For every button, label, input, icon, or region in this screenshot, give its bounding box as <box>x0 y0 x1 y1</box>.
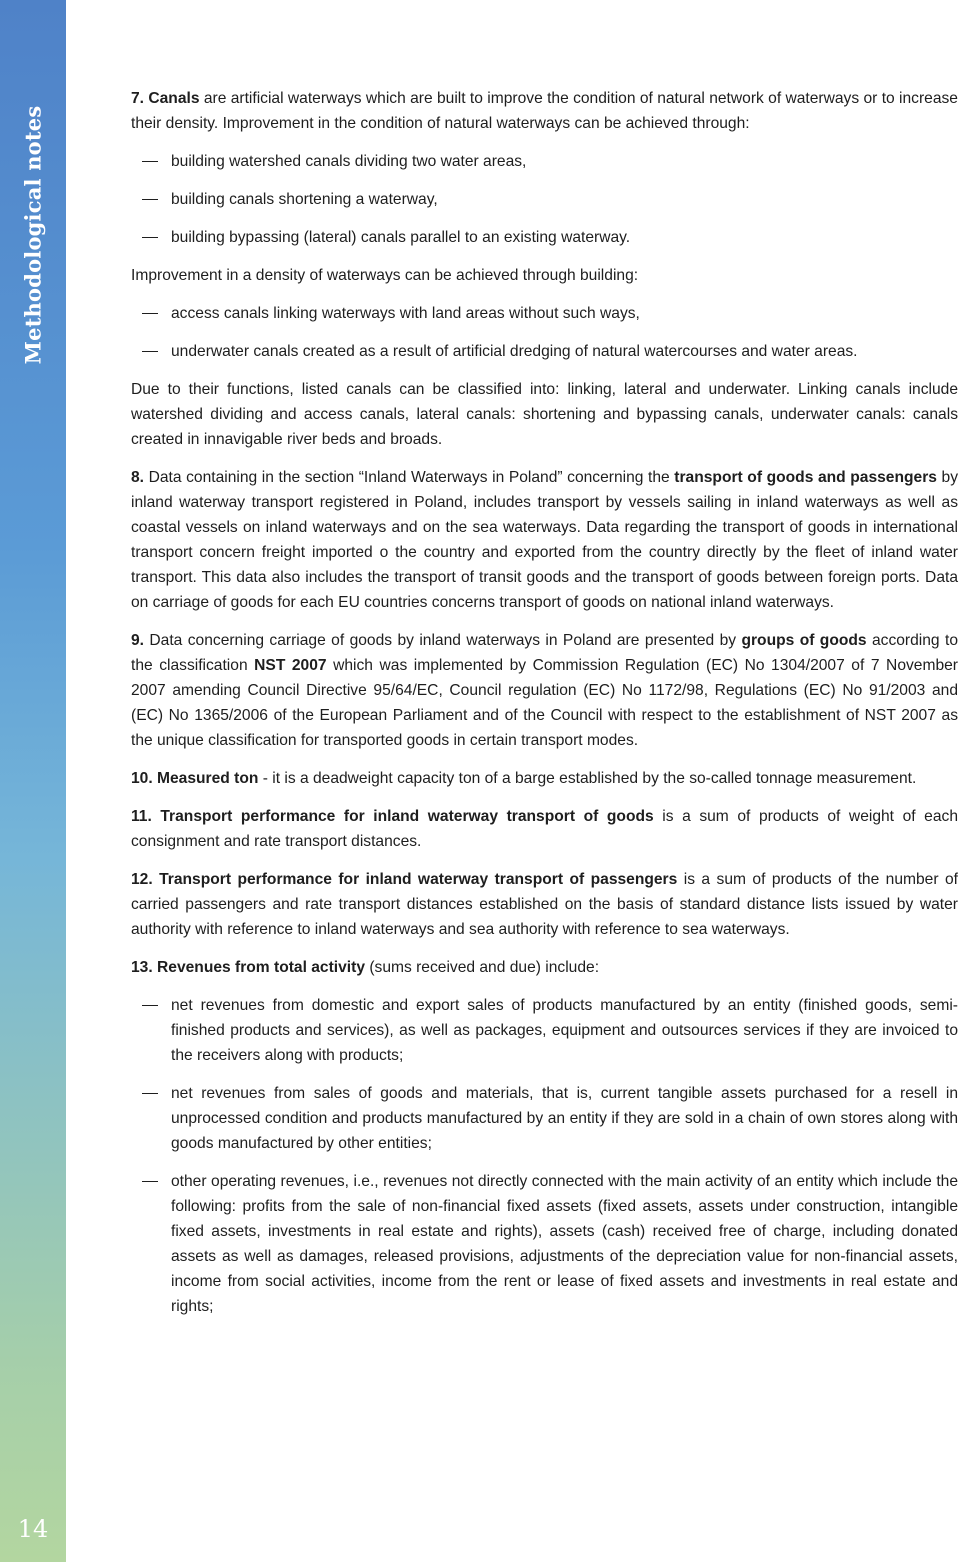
note-8: 8. Data containing in the section “Inland Waterways in Poland” concerning the transport of goods and passengers by inland waterway transport registered in Poland, includes transport by vessels sailing in inland waterways as well as coastal vessels on inland waterways and on the sea waterways. Data regarding the transport of goods in international transport concern freight imported o the country and exported from the country directly by the fleet of inland water transport. This data also includes the transport of transit goods and the transport of goods between foreign ports. Data on carriage of goods for each EU countries concerns transport of goods on national inland waterways. <box>131 469 958 611</box>
note-heading: 13. Revenues from total activity <box>131 959 365 976</box>
list-item: building canals shortening a waterway, <box>131 187 958 212</box>
note-heading: 10. Measured ton <box>131 770 259 787</box>
density-intro: Improvement in a density of waterways can be achieved through building: <box>131 267 639 284</box>
list-item: net revenues from domestic and export sales of products manufactured by an entity (finished goods, semi-finished products and services), as well as packages, equipment and outsources services if they are invoiced to the receivers along with products; <box>131 993 958 1068</box>
section-title: Methodological notes <box>20 105 46 365</box>
sidebar-band <box>0 0 66 1562</box>
note-heading: 11. Transport performance for inland waterway transport of goods <box>131 808 654 825</box>
note-13: 13. Revenues from total activity (sums received and due) include: <box>131 959 600 976</box>
note-10: 10. Measured ton - it is a deadweight capacity ton of a barge established by the so-called tonnage measurement. <box>131 770 917 787</box>
list-item: access canals linking waterways with land areas without such ways, <box>131 301 958 326</box>
canal-classification: Due to their functions, listed canals can be classified into: linking, lateral and underwater. Linking canals include watershed dividing and access canals, lateral canals: shortening and bypassing canals, underwater canals: canals created in innavigable river beds and broads. <box>131 381 958 448</box>
note-heading: 12. Transport performance for inland waterway transport of passengers <box>131 871 678 888</box>
list-item: building watershed canals dividing two water areas, <box>131 149 958 174</box>
note-7 <box>131 86 958 136</box>
document-body <box>131 86 958 1319</box>
list-item: underwater canals created as a result of artificial dredging of natural watercourses and water areas. <box>131 339 958 364</box>
note-9: 9. Data concerning carriage of goods by inland waterways in Poland are presented by groups of goods according to the classification NST 2007 which was implemented by Commission Regulation (EC) No 1304/2007 of 7 November 2007 amending Council Directive 95/64/EC, Council regulation (EC) No 1172/98, Regulations (EC) No 91/2003 and (EC) No 1365/2006 of the European Parliament and of the Council with respect to the establishment of NST 2007 as the unique classification for transported goods in certain transport modes. <box>131 632 959 749</box>
term-nst-2007: NST 2007 <box>254 657 327 674</box>
note-number: 9. <box>131 632 145 649</box>
note-number: 8. <box>131 469 145 486</box>
term-canals: Canals <box>148 90 200 107</box>
list-item: other operating revenues, i.e., revenues not directly connected with the main activity of an entity which include the following: profits from the sale of non-financial fixed assets (fixed assets, assets under construction, intangible fixed assets, investments in real estate and rights), assets (cash) received free of charge, including donated assets as well as damages, released provisions, adjustments of the depreciation value for non-financial assets, income from social activities, income from the rent or lease of fixed assets and investments in real estate and rights; <box>131 1169 958 1319</box>
list-item: net revenues from sales of goods and materials, that is, current tangible assets purchased for a resell in unprocessed condition and products manufactured by an entity if they are sold in a chain of own stores along with goods manufactured by other entities; <box>131 1081 958 1156</box>
canal-density-list <box>131 301 958 364</box>
note-11: 11. Transport performance for inland waterway transport of goods is a sum of products of weight of each consignment and rate transport distances. <box>131 808 958 850</box>
term-groups-of-goods: groups of goods <box>741 632 867 649</box>
note-text: are artificial waterways which are built to improve the condition of natural network of waterways or to increase their density. Improvement in the condition of natural waterways can be achieved through: <box>131 90 958 132</box>
page-number: 14 <box>17 1515 49 1543</box>
canal-improvement-list <box>131 149 958 250</box>
list-item: building bypassing (lateral) canals parallel to an existing waterway. <box>131 225 958 250</box>
revenues-list <box>131 993 958 1319</box>
note-12: 12. Transport performance for inland waterway transport of passengers is a sum of products of the number of carried passengers and rate transport distances established on the basis of standard distance lists issued by water authority with reference to inland waterways and sea authority with reference to sea waterways. <box>131 871 958 938</box>
term-transport-goods-passengers: transport of goods and passengers <box>674 469 937 486</box>
note-number: 7. <box>131 90 145 107</box>
